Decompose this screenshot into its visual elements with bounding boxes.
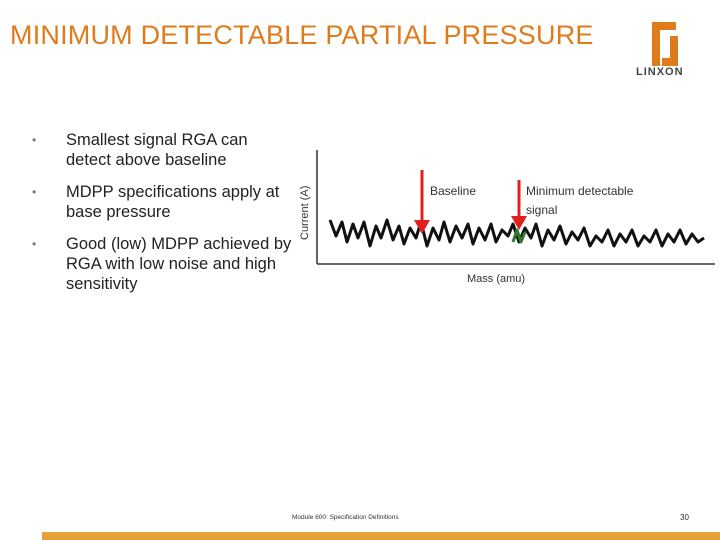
bullet-text: Good (low) MDPP achieved by RGA with low noise and high sensitivity <box>66 235 292 293</box>
footer-bar <box>42 532 720 540</box>
bullet-item <box>32 130 294 170</box>
bullet-dot-icon: • <box>32 133 37 147</box>
bullet-list <box>32 130 294 306</box>
slide-title: MINIMUM DETECTABLE PARTIAL PRESSURE <box>10 20 594 50</box>
logo-mark-icon <box>652 22 678 66</box>
mds-label-line1: Minimum detectable <box>526 184 634 198</box>
footer-text: Module 600: Specification Definitions <box>292 514 399 521</box>
x-axis-label: Mass (amu) <box>467 273 526 285</box>
bullet-item <box>32 182 294 222</box>
mdpp-diagram <box>290 150 720 300</box>
logo-text: LINXON <box>636 66 684 78</box>
page-number: 30 <box>680 513 689 522</box>
mds-label-line2: signal <box>526 203 558 217</box>
y-axis-label: Current (A) <box>299 185 311 240</box>
bullet-dot-icon: • <box>32 185 37 199</box>
bullet-text: Smallest signal RGA can detect above baseline <box>66 131 248 169</box>
baseline-label: Baseline <box>430 184 477 198</box>
bullet-text: MDPP specifications apply at base pressure <box>66 183 280 221</box>
bullet-item <box>32 234 294 294</box>
bullet-dot-icon: • <box>32 237 37 251</box>
